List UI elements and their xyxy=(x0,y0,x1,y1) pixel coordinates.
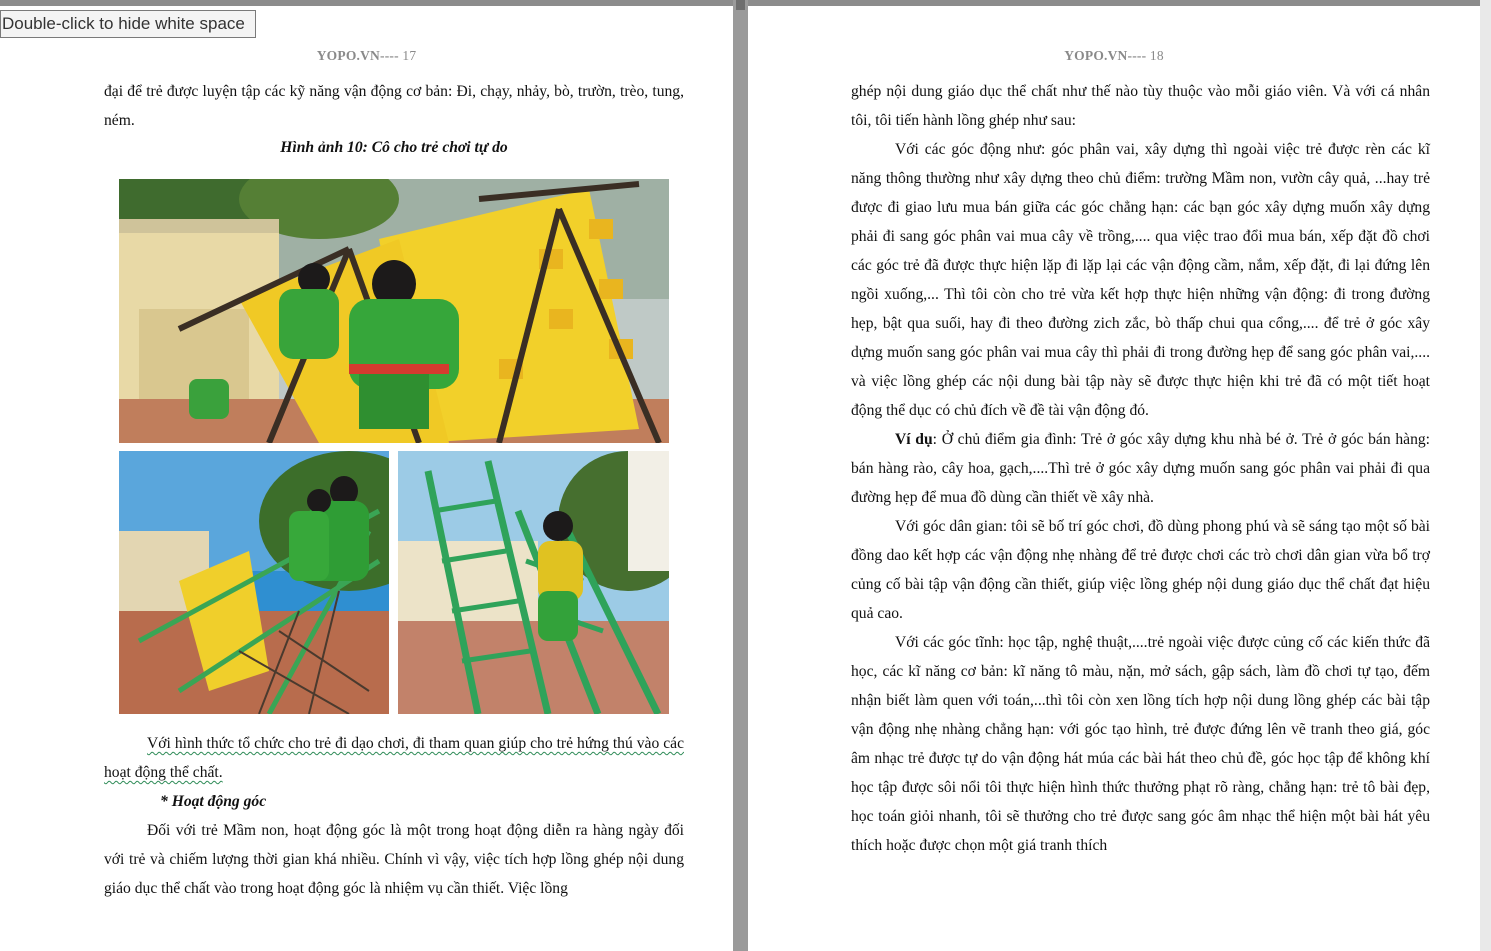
figure-caption: Hình ảnh 10: Cô cho trẻ chơi tự do xyxy=(280,139,508,156)
document-page-18[interactable] xyxy=(748,6,1480,951)
example-paragraph xyxy=(851,425,1430,512)
photo-children-on-net[interactable] xyxy=(119,451,389,714)
page-header xyxy=(748,48,1480,64)
header-site: YOPO.VN xyxy=(1064,48,1128,63)
photo-children-climbing-wall[interactable] xyxy=(119,179,669,443)
subheading: * Hoạt động góc xyxy=(160,793,267,810)
photo-child-on-ladder[interactable] xyxy=(398,451,669,714)
paragraph: Với các góc động như: góc phân vai, xây dựng thì ngoài việc trẻ được rèn các kĩ năng thông thường như xây dựng theo chủ điểm: trường Mầm non, vườn cây quả, ...hay trẻ được đi giao lưu mua bán giữa các góc chẳng hạn: các bạn góc xây dựng muốn xây dựng phải đi sang góc phân vai mua cây về trồng,.... qua việc trao đổi mua bán, xếp đặt đồ chơi các góc trẻ đã được thực hiện lặp đi lặp lại các vận động cầm, nắm, xếp đặt, đi lại đứng lên ngồi xuống,... Thì tôi còn cho trẻ vừa kết hợp thực hiện những vận động: đi trong đường hẹp, bật qua suối, hay đi theo đường zich zắc, bò thấp chui qua cổng,.... để trẻ ở góc xây dựng muốn sang góc phân vai mua cây thì phải đi trong đường hẹp để sang góc phân vai,.... và việc lồng ghép các nội dung bài tập này sẽ được thực hiện khi trẻ đã có một tiết hoạt động thể dục có chủ đích về đề tài vận động đó. xyxy=(851,141,1430,419)
header-separator: ---- xyxy=(1127,48,1147,63)
example-text: : Ở chủ điểm gia đình: Trẻ ở góc xây dựng khu nhà bé ở. Trẻ ở góc bán hàng: bán hàng rào, cây hoa, gạch,....Thì trẻ ở góc xây dựng muốn sang góc phân vai phải đi qua đường hẹp để mua đồ dùng cần thiết về xây nhà. xyxy=(851,431,1430,506)
gutter-handle xyxy=(736,0,745,10)
paragraph: đại để trẻ được luyện tập các kỹ năng vận động cơ bản: Đi, chạy, nhảy, bò, trườn, trèo, tung, ném. xyxy=(104,83,684,129)
paragraph: Đối với trẻ Mầm non, hoạt động góc là một trong hoạt động diễn ra hàng ngày đối với trẻ và chiếm lượng thời gian khá nhiều. Chính vì vậy, việc tích hợp lồng ghép nội dung giáo dục thể chất vào trong hoạt động góc là nhiệm vụ cần thiết. Việc lồng xyxy=(104,822,684,897)
body-text[interactable] xyxy=(851,77,1430,860)
page-gutter xyxy=(733,0,748,951)
document-page-17[interactable] xyxy=(0,6,733,951)
photo-collage[interactable] xyxy=(119,179,669,714)
page-number: 17 xyxy=(398,48,417,63)
header-site: YOPO.VN xyxy=(316,48,380,63)
hide-whitespace-button[interactable]: Double-click to hide white space xyxy=(0,10,256,38)
paragraph: Với góc dân gian: tôi sẽ bố trí góc chơi, đồ dùng phong phú và sẽ sáng tạo một số bài đồng dao kết hợp các vận động nhẹ nhàng để trẻ được chơi các trò chơi dân gian vừa bổ trợ củng cố bài tập vận động cần thiết, giúp việc lồng ghép nội dung giáo dục thể chất đạt hiệu quả cao. xyxy=(851,518,1430,622)
right-workspace-edge xyxy=(1480,0,1491,951)
example-label: Ví dụ xyxy=(895,431,933,448)
page-number: 18 xyxy=(1146,48,1164,63)
page-header xyxy=(0,48,733,64)
header-separator: ---- xyxy=(380,48,399,63)
body-text-top[interactable] xyxy=(104,77,684,162)
body-text-bottom[interactable] xyxy=(104,729,684,903)
paragraph: Với các góc tĩnh: học tập, nghệ thuật,....trẻ ngoài việc được củng cố các kiến thức đã học, các kĩ năng cơ bản: kĩ năng tô màu, nặn, mở sách, gập sách, làm đồ chơi tự tạo, đếm nhận biết làm quen với toán,...thì tôi còn xen lồng tích hợp nội dung lồng ghép các bài tập vận động nhẹ nhàng chẳng hạn: với góc tạo hình, trẻ được đứng lên vẽ tranh theo giá, góc âm nhạc trẻ được tự do vận động hát múa các bài hát theo chủ đề, góc học tập để không khí học tập được sôi nổi tôi thực hiện hình thức thưởng phạt rõ ràng, chẳng hạn: trẻ tô bài đẹp, học toán giỏi nhanh, tôi sẽ thưởng cho trẻ được sang góc âm nhạc thể hiện một bài hát yêu thích hoặc được chọn một giá tranh thích xyxy=(851,634,1430,854)
paragraph: ghép nội dung giáo dục thể chất như thế nào tùy thuộc vào mỗi giáo viên. Và với cá nhân tôi, tôi tiến hành lồng ghép như sau: xyxy=(851,83,1430,129)
paragraph: Với hình thức tổ chức cho trẻ đi dạo chơi, đi tham quan giúp cho trẻ hứng thú vào các hoạt động thể chất. xyxy=(104,735,684,781)
